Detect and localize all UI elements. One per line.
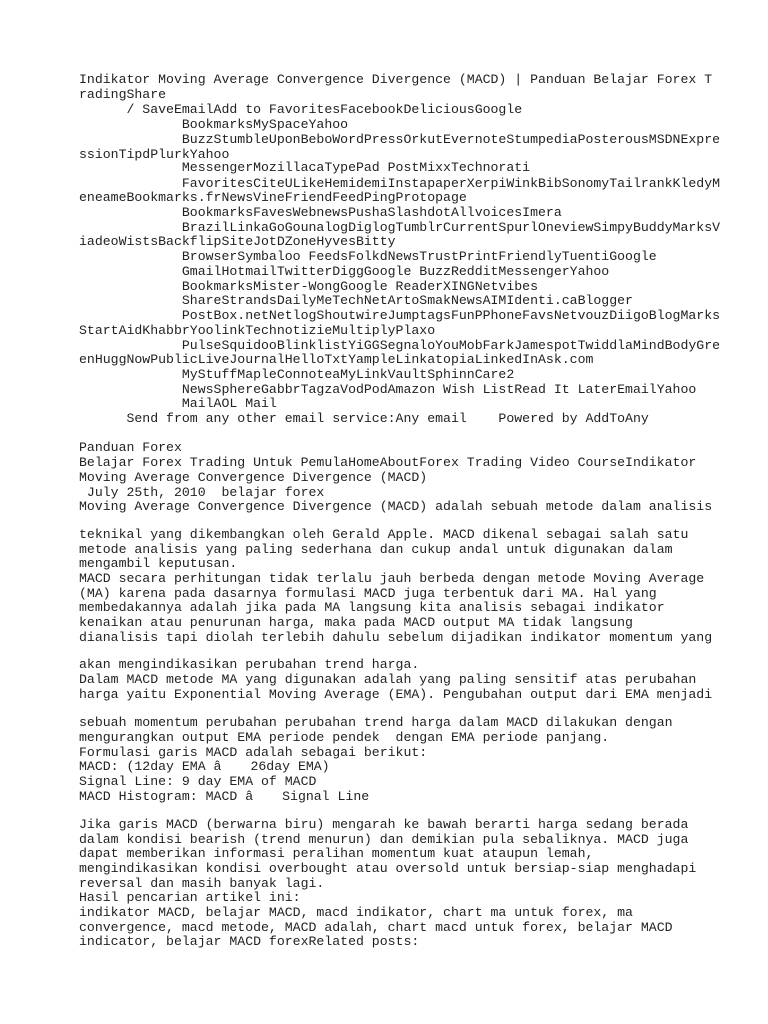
share-links-line[interactable]: BookmarksMySpaceYahoo [79,117,349,132]
body-line: teknikal yang dikembangkan oleh Gerald Apple. MACD dikenal sebagai salah satu [79,527,689,542]
formula-line: MACD: (12day EMA â 26day EMA) [79,759,330,774]
share-links-line[interactable]: MyStuffMapleConnoteaMyLinkVaultSphinnCare2 [79,367,515,382]
share-links-line[interactable]: ssionTipdPlurkYahoo [79,147,230,162]
body-line: metode analisis yang paling sederhana dan cukup andal untuk digunakan dalam [79,542,673,557]
share-links-line[interactable]: StartAidKhabbrYoolinkTechnotizieMultiplyPlaxo [79,323,436,338]
share-powered-by-line[interactable]: Send from any other email service:Any email Powered by AddToAny [79,411,649,426]
share-links-line[interactable]: enHuggNowPublicLiveJournalHelloTxtYampleLinkatopiaLinkedInAsk.com [79,352,594,367]
share-links-line[interactable]: BookmarksMister-WongGoogle ReaderXINGNetvibes [79,279,538,294]
share-links-line[interactable]: MailAOL Mail [79,396,277,411]
post-date-line: July 25th, 2010 belajar forex [79,485,325,500]
body-line: Jika garis MACD (berwarna biru) mengarah ke bawah berarti harga sedang berada [79,817,689,832]
body-line: mengambil keputusan. [79,556,238,571]
body-line: mengurangkan output EMA periode pendek dengan EMA periode panjang. [79,730,610,745]
share-links-line[interactable]: PostBox.netNetlogShoutwireJumptagsFunPPhoneFavsNetvouzDiigoBlogMarks [79,308,721,323]
share-links-line[interactable]: BuzzStumbleUponBeboWordPressOrkutEvernoteStumpediaPosterousMSDNExpre [79,132,721,147]
intro-line: Moving Average Convergence Divergence (MACD) adalah sebuah metode dalam analisis [79,499,713,514]
page-title-line: radingShare [79,87,167,102]
share-links-line[interactable]: ShareStrandsDailyMeTechNetArtoSmakNewsAIMIdenti.caBlogger [79,293,633,308]
share-links-line[interactable]: / SaveEmailAdd to FavoritesFacebookDeliciousGoogle [79,102,523,117]
share-links-line[interactable]: GmailHotmailTwitterDiggGoogle BuzzRedditMessengerYahoo [79,264,610,279]
formula-line: MACD Histogram: MACD â Signal Line [79,789,370,804]
body-line: sebuah momentum perubahan perubahan trend harga dalam MACD dilakukan dengan [79,715,673,730]
body-line: membedakannya adalah jika pada MA langsung kita analisis sebagai indikator [79,600,665,615]
body-line: dalam kondisi bearish (trend menurun) dan demikian pula sebaliknya. MACD juga [79,832,689,847]
body-line: dapat memberikan informasi peralihan momentum kuat ataupun lemah, [79,846,594,861]
search-results-heading: Hasil pencarian artikel ini: [79,890,301,905]
body-line: akan mengindikasikan perubahan trend harga. [79,657,420,672]
share-links-line[interactable]: NewsSphereGabbrTagzaVodPodAmazon Wish ListRead It LaterEmailYahoo [79,382,697,397]
body-line: mengindikasikan kondisi overbought atau oversold untuk bersiap-siap menghadapi [79,861,697,876]
search-terms-line: indicator, belajar MACD forexRelated posts: [79,934,420,949]
nav-breadcrumb-line[interactable]: Belajar Forex Trading Untuk PemulaHomeAboutForex Trading Video CourseIndikator [79,455,697,470]
body-line: (MA) karena pada dasarnya formulasi MACD juga terbentuk dari MA. Hal yang [79,586,657,601]
share-links-line[interactable]: MessengerMozillacaTypePad PostMixxTechnorati [79,160,531,175]
nav-breadcrumb-line[interactable]: Moving Average Convergence Divergence (MACD) [79,470,428,485]
search-terms-line: indikator MACD, belajar MACD, macd indikator, chart ma untuk forex, ma [79,905,633,920]
formula-line: Signal Line: 9 day EMA of MACD [79,774,317,789]
body-line: Formulasi garis MACD adalah sebagai berikut: [79,745,428,760]
search-terms-line: convergence, macd metode, MACD adalah, chart macd untuk forex, belajar MACD [79,920,673,935]
body-line: dianalisis tapi diolah terlebih dahulu sebelum dijadikan indikator momentum yang [79,630,713,645]
share-links-line[interactable]: BrowserSymbaloo FeedsFolkdNewsTrustPrintFriendlyTuentiGoogle [79,249,657,264]
body-line: kenaikan atau penurunan harga, maka pada MACD output MA tidak langsung [79,615,633,630]
body-line: reversal dan masih banyak lagi. [79,876,325,891]
share-links-line[interactable]: BrazilLinkaGoGounalogDiglogTumblrCurrentSpurlOneviewSimpyBuddyMarksV [79,220,721,235]
page-title-line: Indikator Moving Average Convergence Divergence (MACD) | Panduan Belajar Forex T [79,72,713,87]
share-links-line[interactable]: PulseSquidooBlinklistYiGGSegnaloYouMobFarkJamespotTwiddlaMindBodyGre [79,338,721,353]
share-links-line[interactable]: iadeoWistsBackflipSiteJotDZoneHyvesBitty [79,234,396,249]
share-links-line[interactable]: FavoritesCiteULikeHemidemiInstapaperXerpiWinkBibSonomyTailrankKledyM [79,176,721,191]
body-line: MACD secara perhitungan tidak terlalu jauh berbeda dengan metode Moving Average [79,571,705,586]
share-links-line[interactable]: BookmarksFavesWebnewsPushaSlashdotAllvoicesImera [79,205,562,220]
body-line: Dalam MACD metode MA yang digunakan adalah yang paling sensitif atas perubahan [79,672,697,687]
body-line: harga yaitu Exponential Moving Average (EMA). Pengubahan output dari EMA menjadi [79,687,713,702]
site-name: Panduan Forex [79,440,182,455]
share-links-line[interactable]: eneameBookmarks.frNewsVineFriendFeedPingProtopage [79,190,467,205]
